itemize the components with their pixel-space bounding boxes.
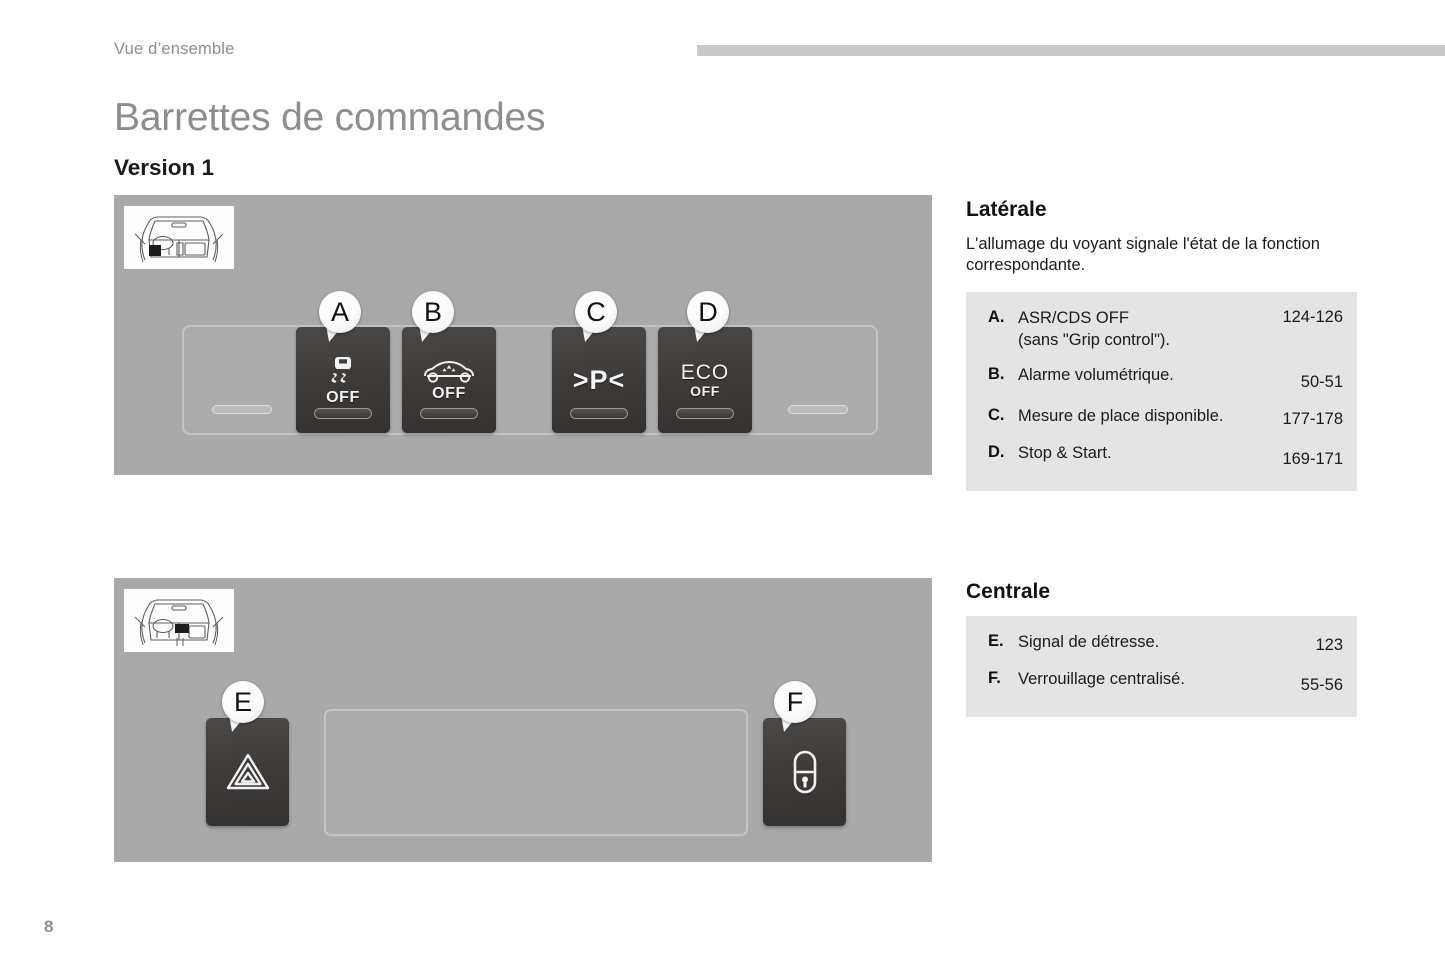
row-label: Stop & Start. <box>1018 444 1112 463</box>
row-key: E. <box>988 632 1004 650</box>
button-park-assist[interactable] <box>552 327 646 433</box>
volumetric-alarm-off-icon <box>421 359 477 402</box>
table-row <box>980 308 1343 351</box>
table-row <box>980 632 1343 655</box>
callout-a-label: A <box>319 291 361 333</box>
table-row <box>980 443 1343 469</box>
row-key: D. <box>988 443 1005 462</box>
button-asr-cds-off[interactable] <box>296 327 390 433</box>
row-label-line-1: ASR/CDS OFF <box>1018 309 1129 328</box>
button-b-rocker-ledge <box>420 408 478 419</box>
section-laterale <box>966 198 1357 491</box>
page-title: Barrettes de commandes <box>114 96 546 139</box>
centrale-reference-table <box>966 616 1357 717</box>
callout-d <box>687 291 729 333</box>
row-key: F. <box>988 669 1001 687</box>
callout-b-label: B <box>412 291 454 333</box>
button-d-sub-label: OFF <box>690 383 720 399</box>
blank-switch-slot-right <box>788 405 848 414</box>
callout-a <box>319 291 361 333</box>
page-number: 8 <box>44 917 54 936</box>
row-page-reference: 169-171 <box>1282 450 1343 469</box>
stop-start-eco-off-icon <box>681 362 730 398</box>
table-row <box>980 669 1343 695</box>
row-label: Alarme volumétrique. <box>1018 366 1174 385</box>
traction-control-off-icon <box>326 355 360 406</box>
section-centrale <box>966 580 1357 717</box>
row-page-reference: 55-56 <box>1300 676 1343 694</box>
laterale-reference-table <box>966 292 1357 491</box>
row-label: Signal de détresse. <box>1018 633 1160 651</box>
figure-lateral-switch-panel <box>114 195 932 475</box>
callout-f <box>774 681 816 723</box>
dashboard-left-side-highlight-icon <box>124 206 234 269</box>
row-key: C. <box>988 406 1005 425</box>
row-page-reference: 50-51 <box>1300 373 1343 392</box>
button-c-rocker-ledge <box>570 408 628 419</box>
button-c-label: >P< <box>572 364 626 395</box>
button-b-sub-label: OFF <box>432 384 466 402</box>
button-central-locking[interactable] <box>763 718 846 826</box>
header-rule <box>697 45 1445 56</box>
callout-c <box>575 291 617 333</box>
row-label: Verrouillage centralisé. <box>1018 670 1185 688</box>
callout-b <box>412 291 454 333</box>
laterale-heading: Latérale <box>966 198 1047 221</box>
park-assist-icon <box>573 365 626 396</box>
button-a-rocker-ledge <box>314 408 372 419</box>
callout-e <box>222 681 264 723</box>
callout-d-label: D <box>687 291 729 333</box>
table-row <box>980 406 1343 429</box>
running-head: Vue d’ensemble <box>114 40 235 58</box>
button-volumetric-alarm-off[interactable] <box>402 327 496 433</box>
centrale-heading: Centrale <box>966 580 1051 603</box>
button-d-label: ECO <box>680 361 730 384</box>
row-page-reference: 177-178 <box>1282 410 1343 429</box>
table-row <box>980 365 1343 392</box>
callout-f-label: F <box>774 681 816 723</box>
lateral-switch-bar <box>182 325 878 435</box>
row-key: B. <box>988 365 1005 384</box>
laterale-intro: L'allumage du voyant signale l'état de la fonction correspondante. <box>966 235 1320 275</box>
button-stop-start-eco-off[interactable] <box>658 327 752 433</box>
dashboard-centre-console-highlight-icon <box>124 589 234 652</box>
row-key: A. <box>988 308 1005 327</box>
button-a-sub-label: OFF <box>326 388 360 406</box>
central-locking-padlock-icon <box>788 748 822 796</box>
row-label-line-2: (sans "Grip control"). <box>1018 330 1171 349</box>
section-title: Version 1 <box>114 155 215 180</box>
row-page-reference: 123 <box>1315 636 1343 654</box>
row-label <box>1018 308 1251 351</box>
blank-switch-slot-left <box>212 405 272 414</box>
button-hazard-warning[interactable] <box>206 718 289 826</box>
central-console-panel <box>324 709 748 836</box>
row-label: Mesure de place disponible. <box>1018 407 1224 426</box>
callout-c-label: C <box>575 291 617 333</box>
callout-e-label: E <box>222 681 264 723</box>
hazard-warning-triangle-icon <box>225 751 271 793</box>
row-page-reference: 124-126 <box>1282 308 1343 327</box>
button-d-rocker-ledge <box>676 408 734 419</box>
figure-central-switch-panel <box>114 578 932 862</box>
